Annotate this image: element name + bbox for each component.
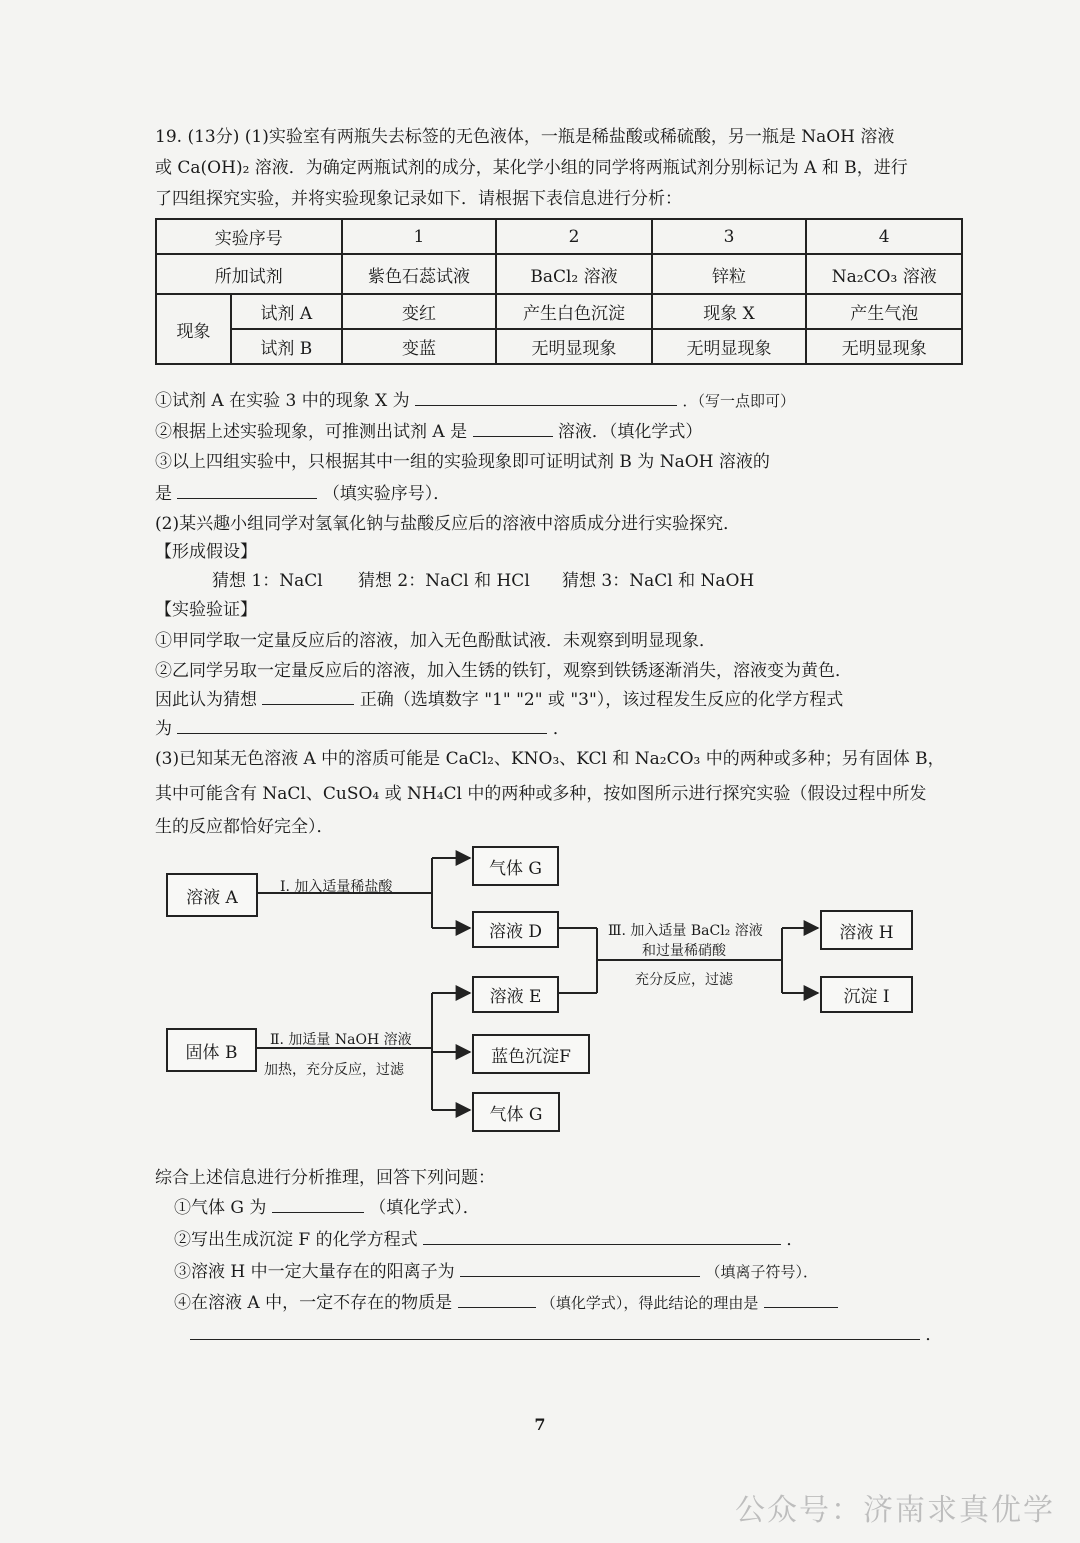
- table-cell-phenomenon: 现象: [156, 294, 231, 364]
- table-cell: 4: [806, 219, 962, 254]
- flow-label-step3-line1: Ⅲ. 加入适量 BaCl₂ 溶液: [608, 923, 763, 939]
- verify-step2: ②乙同学另取一定量反应后的溶液，加入生锈的铁钉，观察到铁锈逐渐消失，溶液变为黄色．: [155, 661, 852, 681]
- answer-blank-equation-f[interactable]: [423, 1228, 781, 1245]
- question-header-line1: 19. (13分) (1)实验室有两瓶失去标签的无色液体，一瓶是稀盐酸或稀硫酸，另一瓶是 NaOH 溶液: [155, 127, 895, 147]
- table-cell: 试剂 A: [231, 294, 342, 329]
- table-cell: 现象 X: [652, 294, 807, 329]
- table-cell: 所加试剂: [156, 254, 342, 294]
- table-cell: 1: [342, 219, 497, 254]
- flow-label-step3-line2: 和过量稀硝酸: [642, 943, 726, 959]
- table-cell: 3: [652, 219, 807, 254]
- guess-2: 猜想 2：NaCl 和 HCl: [358, 571, 530, 591]
- flow-label-step2-line2: 加热，充分反应，过滤: [264, 1062, 404, 1078]
- box-gas-g-bottom: 气体 G: [472, 1092, 560, 1132]
- table-cell: 无明显现象: [806, 329, 962, 364]
- hypothesis-title: 【形成假设】: [155, 542, 257, 562]
- question-4-pre: ④在溶液 A 中，一定不存在的物质是: [174, 1293, 453, 1313]
- table-cell: 紫色石蕊试液: [342, 254, 497, 294]
- equation-pre: 为: [155, 719, 172, 739]
- questions-intro: 综合上述信息进行分析推理，回答下列问题：: [155, 1168, 495, 1188]
- answer-blank-gas-g[interactable]: [272, 1196, 364, 1213]
- question-4: [174, 1291, 838, 1314]
- part1-q3-line1: ③以上四组实验中，只根据其中一组的实验现象即可证明试剂 B 为 NaOH 溶液的: [155, 452, 770, 472]
- part2-intro: (2)某兴趣小组同学对氢氧化钠与盐酸反应后的溶液中溶质成分进行实验探究．: [155, 514, 741, 534]
- table-cell: 产生白色沉淀: [496, 294, 651, 329]
- table-cell: 实验序号: [156, 219, 342, 254]
- flow-label-step1: Ⅰ. 加入适量稀盐酸: [280, 879, 393, 895]
- table-cell: 2: [496, 219, 651, 254]
- equation-line: 为 ．: [155, 719, 570, 739]
- question-1-pre: ①气体 G 为: [174, 1198, 267, 1218]
- part1-q3-pre: 是: [155, 484, 172, 504]
- box-blue-precipitate-f: 蓝色沉淀F: [472, 1034, 590, 1074]
- question-3: [174, 1260, 818, 1283]
- question-3-pre: ③溶液 H 中一定大量存在的阳离子为: [174, 1262, 455, 1282]
- conclusion-pre: 因此认为猜想: [155, 690, 257, 710]
- part1-q2-pre: ②根据上述实验现象，可推测出试剂 A 是: [155, 422, 468, 442]
- table-cell: 产生气泡: [806, 294, 962, 329]
- guess-3: 猜想 3：NaCl 和 NaOH: [562, 571, 755, 591]
- question-header-line3: 了四组探究实验，并将实验现象记录如下．请根据下表信息进行分析：: [155, 189, 682, 209]
- part1-q1-text: ①试剂 A 在实验 3 中的现象 X 为: [155, 391, 410, 411]
- question-header-line2: 或 Ca(OH)₂ 溶液．为确定两瓶试剂的成分，某化学小组的同学将两瓶试剂分别标记为 A 和 B，进行: [155, 158, 908, 178]
- table-cell: 锌粒: [652, 254, 807, 294]
- table-cell: 变红: [342, 294, 497, 329]
- answer-blank-cations[interactable]: [460, 1260, 700, 1277]
- flow-label-step2-line1: Ⅱ. 加适量 NaOH 溶液: [270, 1032, 412, 1048]
- question-4-mid: （填化学式），得此结论的理由是: [540, 1294, 759, 1312]
- answer-blank-reason[interactable]: [190, 1323, 920, 1340]
- box-precipitate-i: 沉淀 I: [820, 976, 913, 1013]
- guess-1: 猜想 1：NaCl: [212, 571, 323, 591]
- table-cell: 无明显现象: [496, 329, 651, 364]
- box-solution-d: 溶液 D: [472, 911, 559, 948]
- watermark: 公众号：济南求真优学: [735, 1493, 1055, 1528]
- page-number: 7: [534, 1415, 546, 1434]
- question-1: [174, 1196, 480, 1219]
- part3-line2: 其中可能含有 NaCl、CuSO₄ 或 NH₄Cl 中的两种或多种，按如图所示进行探究实验（假设过程中所发: [155, 784, 927, 804]
- box-solution-h: 溶液 H: [820, 910, 913, 950]
- box-gas-g-top: 气体 G: [472, 846, 559, 886]
- part1-q1-tail: ．（写一点即可）: [682, 392, 795, 410]
- question-1-post: （填化学式）．: [369, 1198, 480, 1218]
- part1-q2-post: 溶液．（填化学式）: [557, 422, 703, 442]
- question-4-line2: ．: [190, 1323, 942, 1346]
- flow-label-step3-line3: 充分反应，过滤: [635, 972, 733, 988]
- box-solid-b: 固体 B: [166, 1028, 257, 1072]
- question-3-post: （填离子符号）．: [705, 1263, 818, 1281]
- answer-blank-absent-substance[interactable]: [458, 1291, 536, 1308]
- question-2: ②写出生成沉淀 F 的化学方程式 ．: [174, 1230, 804, 1250]
- box-solution-a: 溶液 A: [166, 873, 258, 917]
- table-cell: Na₂CO₃ 溶液: [806, 254, 962, 294]
- table-cell: 变蓝: [342, 329, 497, 364]
- table-cell: 无明显现象: [652, 329, 807, 364]
- table-cell: 试剂 B: [231, 329, 342, 364]
- verify-step1: ①甲同学取一定量反应后的溶液，加入无色酚酞试液．未观察到明显现象．: [155, 631, 716, 651]
- box-solution-e: 溶液 E: [472, 976, 559, 1013]
- part3-line1: (3)已知某无色溶液 A 中的溶质可能是 CaCl₂、KNO₃、KCl 和 Na₂CO₃ 中的两种或多种；另有固体 B，: [155, 749, 945, 769]
- part1-q3-post: （填实验序号）．: [322, 484, 451, 504]
- verify-title: 【实验验证】: [155, 600, 257, 620]
- answer-blank-reason-start[interactable]: [764, 1291, 838, 1308]
- question-2-pre: ②写出生成沉淀 F 的化学方程式: [174, 1230, 418, 1250]
- conclusion-post: 正确（选填数字 "1" "2" 或 "3"），该过程发生反应的化学方程式: [359, 690, 844, 710]
- table-cell: BaCl₂ 溶液: [496, 254, 651, 294]
- part3-line3: 生的反应都恰好完全）．: [155, 817, 334, 837]
